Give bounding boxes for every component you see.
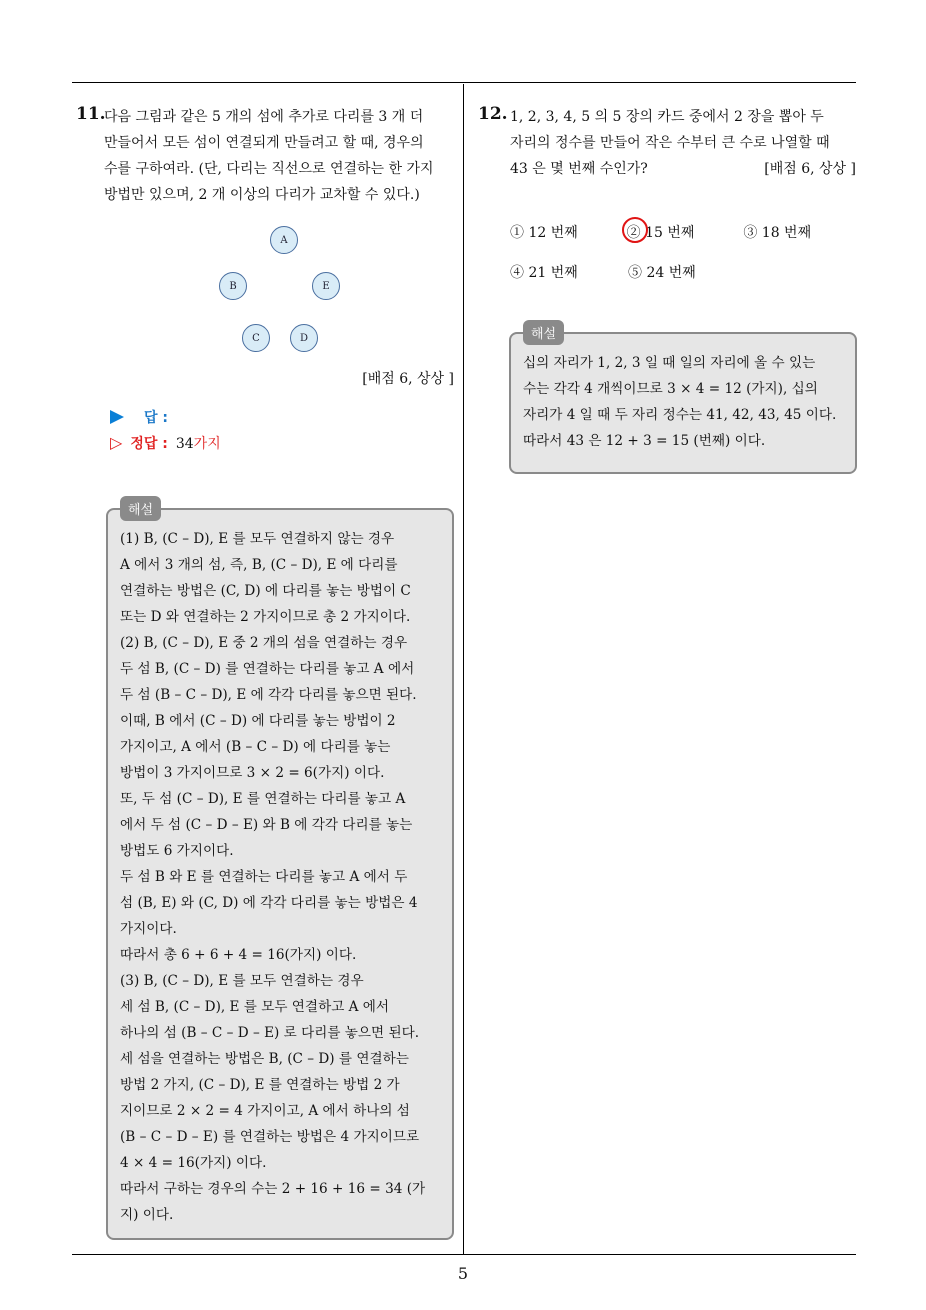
choice-2[interactable]: ② 15 번째	[627, 222, 744, 242]
solution-line: (2) B, (C – D), E 중 2 개의 섬을 연결하는 경우	[120, 635, 408, 651]
island-d: D	[290, 324, 318, 352]
question-number: 11.	[76, 104, 106, 124]
island-c: C	[242, 324, 270, 352]
island-b: B	[219, 272, 247, 300]
choice-4[interactable]: ④ 21 번째	[510, 265, 578, 281]
correct-answer-line	[110, 432, 454, 454]
solution-line: 세 섬 B, (C – D), E 를 모두 연결하고 A 에서	[120, 999, 390, 1015]
island-e: E	[312, 272, 340, 300]
top-rule	[72, 82, 856, 83]
solution-line: 십의 자리가 1, 2, 3 일 때 일의 자리에 올 수 있는	[523, 355, 816, 371]
question-line: 1, 2, 3, 4, 5 의 5 장의 카드 중에서 2 장을 뽑아 두	[510, 109, 824, 125]
solution-line: 따라서 구하는 경우의 수는 2 + 16 + 16 = 34 (가	[120, 1181, 426, 1197]
page-number: 5	[457, 1264, 469, 1283]
solution-line: 따라서 총 6 + 6 + 4 = 16(가지) 이다.	[120, 947, 357, 963]
choice-1[interactable]: ① 12 번째	[510, 225, 578, 241]
solution-line: 두 섬 B, (C – D) 를 연결하는 다리를 놓고 A 에서	[120, 661, 415, 677]
island-a: A	[270, 226, 298, 254]
solution-line: 또, 두 섬 (C – D), E 를 연결하는 다리를 놓고 A	[120, 791, 406, 807]
answer-label: 답 :	[144, 410, 168, 426]
correct-value: 34가지	[175, 436, 221, 452]
solution-line: 가지이다.	[120, 921, 177, 937]
solution-line: 4 × 4 = 16(가지) 이다.	[120, 1155, 267, 1171]
solution-line: 또는 D 와 연결하는 2 가지이므로 총 2 가지이다.	[120, 609, 411, 625]
solution-line: 연결하는 방법은 (C, D) 에 다리를 놓는 방법이 C	[120, 583, 411, 599]
solution-line: 에서 두 섬 (C – D – E) 와 B 에 각각 다리를 놓는	[120, 817, 413, 833]
question-line: 만들어서 모든 섬이 연결되게 만들려고 할 때, 경우의	[104, 135, 424, 151]
question-text	[510, 104, 860, 182]
question-11	[76, 104, 454, 454]
solution-tag: 해설	[523, 320, 564, 345]
solution-line: 두 섬 (B – C – D), E 에 각각 다리를 놓으면 된다.	[120, 687, 417, 703]
score-meta: [배점 6, 상상 ]	[362, 371, 454, 387]
solution-line: 가지이고, A 에서 (B – C – D) 에 다리를 놓는	[120, 739, 391, 755]
score-meta: [배점 6, 상상 ]	[764, 161, 856, 177]
solution-line: 하나의 섬 (B – C – D – E) 로 다리를 놓으면 된다.	[120, 1025, 420, 1041]
choice-3[interactable]: ③ 18 번째	[743, 225, 812, 241]
choice-5[interactable]: ⑤ 24 번째	[628, 265, 696, 281]
solution-line: 방법도 6 가지이다.	[120, 843, 234, 859]
choice-list	[510, 212, 860, 292]
column-divider	[463, 84, 464, 1254]
solution-line: 방법이 3 가지이므로 3 × 2 = 6(가지) 이다.	[120, 765, 385, 781]
question-line-last	[510, 156, 860, 182]
solution-line: 세 섬을 연결하는 방법은 B, (C – D) 를 연결하는	[120, 1051, 409, 1067]
solution-line: 이때, B 에서 (C – D) 에 다리를 놓는 방법이 2	[120, 713, 396, 729]
solution-line: 방법 2 가지, (C – D), E 를 연결하는 방법 2 가	[120, 1077, 400, 1093]
solution-line: 섬 (B, E) 와 (C, D) 에 각각 다리를 놓는 방법은 4	[120, 895, 418, 911]
solution-line: 따라서 43 은 12 + 3 = 15 (번째) 이다.	[523, 433, 766, 449]
solution-tag: 해설	[120, 496, 161, 521]
solution-line: (3) B, (C – D), E 를 모두 연결하는 경우	[120, 973, 364, 989]
question-number: 12.	[478, 104, 508, 124]
question-12-header	[478, 104, 860, 182]
selected-circle-icon	[622, 217, 648, 243]
solution-line: 자리가 4 일 때 두 자리 정수는 41, 42, 43, 45 이다.	[523, 407, 837, 423]
choice-row	[510, 212, 860, 252]
island-figure	[76, 212, 454, 348]
question-line: 43 은 몇 번째 수인가?	[510, 161, 648, 177]
question-line: 수를 구하여라. (단, 다리는 직선으로 연결하는 한 가지	[104, 161, 434, 177]
question-line: 방법만 있으며, 2 개 이상의 다리가 교차할 수 있다.)	[104, 187, 420, 203]
solution-line: 지) 이다.	[120, 1207, 174, 1223]
solution-line: 수는 각각 4 개씩이므로 3 × 4 = 12 (가지), 십의	[523, 381, 818, 397]
solution-line: (1) B, (C – D), E 를 모두 연결하지 않는 경우	[120, 531, 395, 547]
question-text	[104, 104, 454, 208]
solution-line: 두 섬 B 와 E 를 연결하는 다리를 놓고 A 에서 두	[120, 869, 408, 885]
solution-line: 지이므로 2 × 2 = 4 가지이고, A 에서 하나의 섬	[120, 1103, 410, 1119]
question-line: 다음 그림과 같은 5 개의 섬에 추가로 다리를 3 개 더	[104, 109, 424, 125]
solution-box-11	[106, 503, 454, 1240]
answer-line	[110, 406, 454, 428]
solution-line: A 에서 3 개의 섬, 즉, B, (C – D), E 에 다리를	[120, 557, 398, 573]
solution-line: (B – C – D – E) 를 연결하는 방법은 4 가지이므로	[120, 1129, 420, 1145]
triangle-filled-icon	[110, 410, 124, 424]
triangle-outline-icon: ▷	[110, 433, 123, 452]
question-12	[478, 104, 860, 292]
bottom-rule	[72, 1254, 856, 1255]
correct-label: 정답 :	[130, 436, 168, 452]
choice-row	[510, 252, 860, 292]
solution-box-12	[509, 327, 857, 474]
question-11-header	[76, 104, 454, 208]
question-line: 자리의 정수를 만들어 작은 수부터 큰 수로 나열할 때	[510, 135, 830, 151]
